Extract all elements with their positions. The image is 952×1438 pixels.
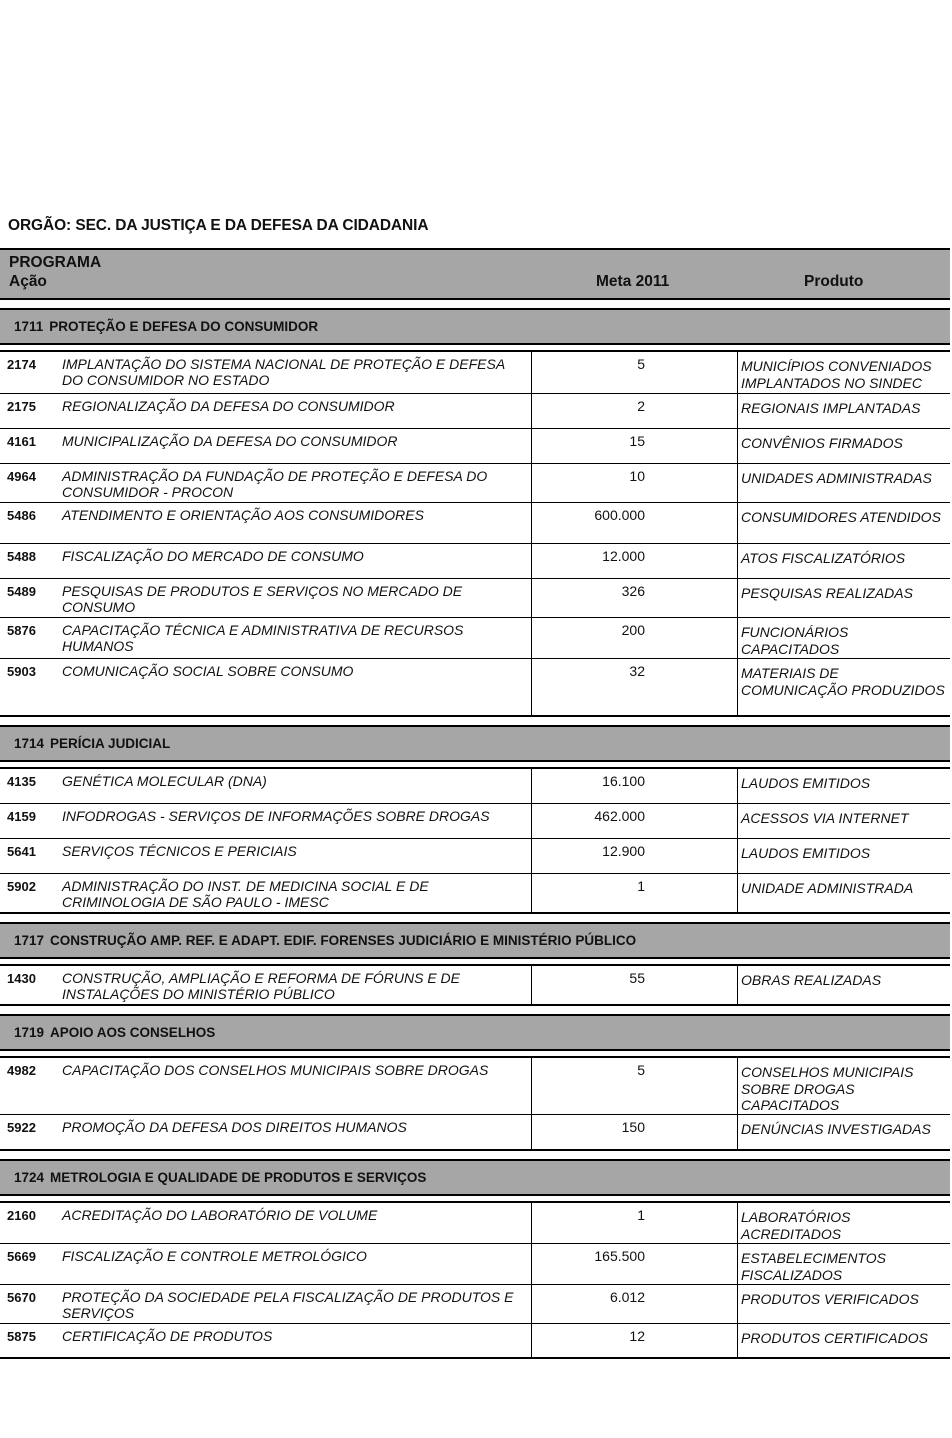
- action-product: UNIDADES ADMINISTRADAS: [741, 470, 932, 486]
- action-code: 2160: [7, 1208, 36, 1223]
- action-code: 5875: [7, 1329, 36, 1344]
- action-code: 5641: [7, 844, 36, 859]
- table-row: [0, 1115, 950, 1151]
- program-band: [0, 1159, 950, 1196]
- action-code: 5902: [7, 879, 36, 894]
- table-row: [0, 544, 950, 579]
- action-product: LAUDOS EMITIDOS: [741, 845, 871, 861]
- action-product: UNIDADE ADMINISTRADA: [741, 880, 914, 896]
- org-title: ORGÃO: SEC. DA JUSTIÇA E DA DEFESA DA CIDADANIA: [8, 217, 429, 234]
- action-product: ATOS FISCALIZATÓRIOS: [741, 550, 906, 566]
- program-title: [14, 736, 170, 751]
- action-rows: [0, 350, 950, 717]
- action-code: 5488: [7, 549, 36, 564]
- action-code: 5489: [7, 584, 36, 599]
- table-row: [0, 352, 950, 394]
- action-description: SERVIÇOS TÉCNICOS E PERICIAIS: [62, 843, 297, 859]
- action-product: LABORATÓRIOS ACREDITADOS: [741, 1209, 851, 1242]
- action-meta: 6.012: [531, 1285, 738, 1323]
- action-code: 5922: [7, 1120, 36, 1135]
- program-band: [0, 308, 950, 345]
- action-meta: 150: [531, 1115, 738, 1149]
- action-description: CAPACITAÇÃO DOS CONSELHOS MUNICIPAIS SOBRE DROGAS: [62, 1062, 489, 1078]
- action-code: 1430: [7, 971, 36, 986]
- action-product: LAUDOS EMITIDOS: [741, 775, 871, 791]
- action-code: 4964: [7, 469, 36, 484]
- table-row: [0, 1203, 950, 1244]
- program-name: APOIO AOS CONSELHOS: [50, 1025, 216, 1040]
- program-code: 1724: [14, 1170, 45, 1185]
- table-row: [0, 618, 950, 659]
- table-row: [0, 804, 950, 839]
- header-produto: Produto: [804, 273, 864, 290]
- action-description: PROTEÇÃO DA SOCIEDADE PELA FISCALIZAÇÃO DE PRODUTOS E SERVIÇOS: [62, 1289, 514, 1321]
- action-code: 2174: [7, 357, 36, 372]
- action-code: 4161: [7, 434, 36, 449]
- table-header: [0, 248, 950, 300]
- action-rows: [0, 1056, 950, 1151]
- table-row: [0, 1285, 950, 1324]
- table-row: [0, 769, 950, 804]
- action-meta: 200: [531, 618, 738, 658]
- table-row: [0, 429, 950, 464]
- program-title: [14, 1170, 426, 1185]
- action-product: OBRAS REALIZADAS: [741, 972, 882, 988]
- action-description: FISCALIZAÇÃO DO MERCADO DE CONSUMO: [62, 548, 364, 564]
- action-meta: 165.500: [531, 1244, 738, 1284]
- action-description: ACREDITAÇÃO DO LABORATÓRIO DE VOLUME: [62, 1207, 378, 1223]
- action-description: ADMINISTRAÇÃO DA FUNDAÇÃO DE PROTEÇÃO E DEFESA DO CONSUMIDOR - PROCON: [62, 468, 488, 500]
- action-meta: 15: [531, 429, 738, 463]
- action-code: 2175: [7, 399, 36, 414]
- action-code: 5876: [7, 623, 36, 638]
- action-meta: 12.000: [531, 544, 738, 578]
- header-acao: Ação: [9, 273, 47, 290]
- action-product: CONSELHOS MUNICIPAIS SOBRE DROGAS CAPACITADOS: [741, 1064, 914, 1113]
- action-description: ATENDIMENTO E ORIENTAÇÃO AOS CONSUMIDORES: [62, 507, 424, 523]
- action-description: MUNICIPALIZAÇÃO DA DEFESA DO CONSUMIDOR: [62, 433, 398, 449]
- action-description: PESQUISAS DE PRODUTOS E SERVIÇOS NO MERCADO DE CONSUMO: [62, 583, 463, 615]
- action-code: 5903: [7, 664, 36, 679]
- action-meta: 5: [531, 1058, 738, 1114]
- program-name: PERÍCIA JUDICIAL: [50, 736, 171, 751]
- program-section: [0, 922, 950, 1006]
- action-meta: 12.900: [531, 839, 738, 873]
- action-product: FUNCIONÁRIOS CAPACITADOS: [741, 624, 849, 657]
- programs-list: [0, 308, 950, 1359]
- header-meta: Meta 2011: [596, 273, 670, 290]
- program-section: [0, 1014, 950, 1151]
- program-title: [14, 1025, 215, 1040]
- action-meta: 55: [531, 966, 738, 1004]
- table-row: [0, 1324, 950, 1359]
- meta-table: [0, 248, 950, 1359]
- action-meta: 600.000: [531, 503, 738, 543]
- action-code: 4982: [7, 1063, 36, 1078]
- action-description: GENÉTICA MOLECULAR (DNA): [62, 773, 267, 789]
- action-meta: 5: [531, 352, 738, 393]
- table-row: [0, 966, 950, 1006]
- program-band: [0, 922, 950, 959]
- action-code: 5670: [7, 1290, 36, 1305]
- program-band: [0, 1014, 950, 1051]
- action-meta: 10: [531, 464, 738, 502]
- table-row: [0, 464, 950, 503]
- action-product: DENÚNCIAS INVESTIGADAS: [741, 1121, 931, 1137]
- table-row: [0, 1244, 950, 1285]
- action-product: MUNICÍPIOS CONVENIADOS IMPLANTADOS NO SINDEC: [741, 358, 932, 391]
- program-title: [14, 319, 318, 334]
- table-row: [0, 503, 950, 544]
- action-meta: 12: [531, 1324, 738, 1357]
- program-code: 1711: [14, 319, 44, 334]
- header-programa: PROGRAMA: [9, 254, 102, 271]
- action-description: INFODROGAS - SERVIÇOS DE INFORMAÇÕES SOBRE DROGAS: [62, 808, 490, 824]
- action-code: 5486: [7, 508, 36, 523]
- action-meta: 462.000: [531, 804, 738, 838]
- program-section: [0, 725, 950, 914]
- action-description: REGIONALIZAÇÃO DA DEFESA DO CONSUMIDOR: [62, 398, 395, 414]
- table-row: [0, 659, 950, 717]
- program-section: [0, 308, 950, 717]
- program-name: PROTEÇÃO E DEFESA DO CONSUMIDOR: [49, 319, 319, 334]
- action-rows: [0, 964, 950, 1006]
- action-description: PROMOÇÃO DA DEFESA DOS DIREITOS HUMANOS: [62, 1119, 407, 1135]
- action-product: REGIONAIS IMPLANTADAS: [741, 400, 921, 416]
- action-product: CONSUMIDORES ATENDIDOS: [741, 509, 941, 525]
- table-row: [0, 1058, 950, 1115]
- action-meta: 16.100: [531, 769, 738, 803]
- action-rows: [0, 1201, 950, 1359]
- action-description: CERTIFICAÇÃO DE PRODUTOS: [62, 1328, 273, 1344]
- action-code: 4135: [7, 774, 36, 789]
- action-meta: 326: [531, 579, 738, 617]
- table-row: [0, 394, 950, 429]
- table-row: [0, 839, 950, 874]
- action-product: PRODUTOS CERTIFICADOS: [741, 1330, 928, 1346]
- action-meta: 1: [531, 1203, 738, 1243]
- program-band: [0, 725, 950, 762]
- program-code: 1714: [14, 736, 45, 751]
- action-product: ESTABELECIMENTOS FISCALIZADOS: [741, 1250, 886, 1283]
- action-product: PRODUTOS VERIFICADOS: [741, 1291, 919, 1307]
- action-rows: [0, 767, 950, 914]
- action-description: ADMINISTRAÇÃO DO INST. DE MEDICINA SOCIAL E DE CRIMINOLOGIA DE SÃO PAULO - IMESC: [62, 878, 429, 910]
- action-product: PESQUISAS REALIZADAS: [741, 585, 913, 601]
- action-code: 4159: [7, 809, 36, 824]
- action-product: CONVÊNIOS FIRMADOS: [741, 435, 903, 451]
- action-description: FISCALIZAÇÃO E CONTROLE METROLÓGICO: [62, 1248, 367, 1264]
- action-code: 5669: [7, 1249, 36, 1264]
- program-title: [14, 933, 636, 948]
- table-row: [0, 579, 950, 618]
- action-description: CAPACITAÇÃO TÉCNICA E ADMINISTRATIVA DE RECURSOS HUMANOS: [62, 622, 464, 654]
- action-description: CONSTRUÇÃO, AMPLIAÇÃO E REFORMA DE FÓRUNS E DE INSTALAÇÕES DO MINISTÉRIO PÚBLICO: [62, 970, 461, 1002]
- action-description: IMPLANTAÇÃO DO SISTEMA NACIONAL DE PROTEÇÃO E DEFESA DO CONSUMIDOR NO ESTADO: [62, 356, 505, 388]
- action-product: ACESSOS VIA INTERNET: [741, 810, 909, 826]
- program-name: CONSTRUÇÃO AMP. REF. E ADAPT. EDIF. FORENSES JUDICIÁRIO E MINISTÉRIO PÚBLICO: [50, 933, 637, 948]
- program-code: 1719: [14, 1025, 45, 1040]
- action-product: MATERIAIS DE COMUNICAÇÃO PRODUZIDOS: [741, 665, 945, 698]
- table-row: [0, 874, 950, 914]
- action-meta: 32: [531, 659, 738, 715]
- action-meta: 2: [531, 394, 738, 428]
- program-name: METROLOGIA E QUALIDADE DE PRODUTOS E SERVIÇOS: [50, 1170, 427, 1185]
- program-section: [0, 1159, 950, 1359]
- program-code: 1717: [14, 933, 45, 948]
- action-meta: 1: [531, 874, 738, 912]
- action-description: COMUNICAÇÃO SOCIAL SOBRE CONSUMO: [62, 663, 354, 679]
